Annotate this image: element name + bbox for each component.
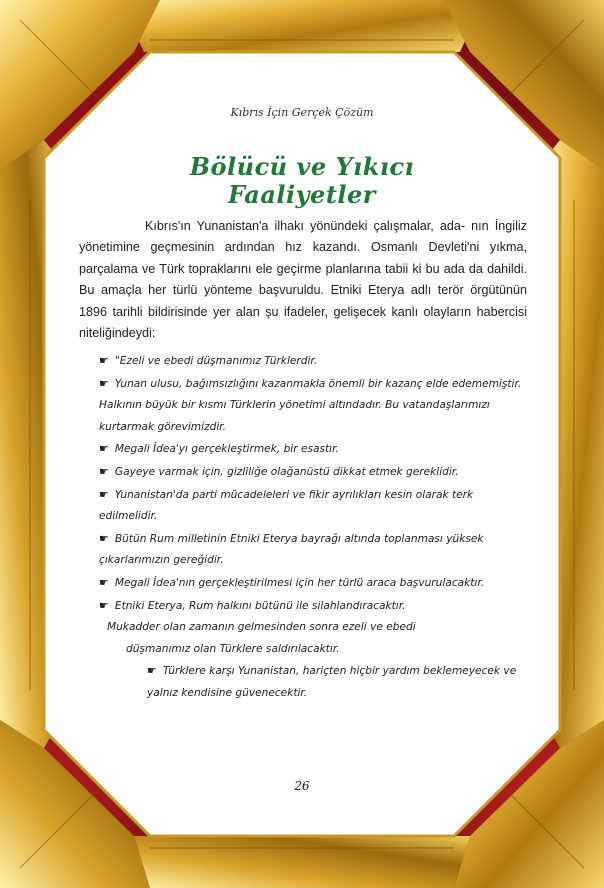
quote-item-last: ☛ Türklere karşı Yunanistan, hariçten hiçbir yardım beklemeyecek ve yalnız kendisine güvenecektir.: [147, 664, 517, 699]
quote-plain-line2: düşmanımız olan Türklere saldırılacaktır.: [126, 642, 340, 655]
pointing-hand-icon: ☛: [99, 376, 109, 390]
quote-item: ☛ Yunanistan'da parti mücadeleleri ve fikir ayrılıkları kesin olarak terk edilmelidir.: [99, 487, 474, 523]
chapter-title-line1: Bölücü ve Yıkıcı: [189, 152, 415, 181]
pointing-hand-icon: ☛: [99, 487, 109, 501]
declaration-quotes: [79, 350, 527, 705]
quote-item: ☛ Megali İdea'nın gerçekleştirilmesi için her türlü araca başvurulacaktır.: [99, 575, 485, 589]
pointing-hand-icon: ☛: [99, 575, 109, 589]
quote-item: ☛ Megali İdea'yı gerçekleştirmek, bir esastır.: [99, 442, 339, 456]
pointing-hand-icon: ☛: [99, 442, 109, 456]
quote-item: ☛ Bütün Rum milletinin Etniki Eterya bayrağı altında toplanması yüksek çıkarlarımızın gereğidir.: [99, 531, 484, 567]
chapter-title-line2: Faaliyetler: [228, 180, 376, 209]
page-number: 26: [294, 779, 310, 793]
quote-item: ☛ Etniki Eterya, Rum halkını bütünü ile silahlandıracaktır.: [99, 598, 406, 612]
pointing-hand-icon: ☛: [99, 598, 109, 612]
quote-item: ☛ Yunan ulusu, bağımsızlığını kazanmakla önemli bir kazanç elde edememiştir. Halkının büyük bir kısmı Türklerin yönetimi altındadır. Bu vatandaşlarımızı kurtarmak görevimizdir.: [99, 376, 522, 433]
pointing-hand-icon: ☛: [99, 354, 109, 367]
body-paragraph: [79, 216, 527, 344]
quote-item: ☛ Gayeye varmak için, gizliliğe olağanüstü dikkat etmek gereklidir.: [99, 464, 459, 478]
running-head: Kıbrıs İçin Gerçek Çözüm: [230, 106, 374, 119]
pointing-hand-icon: ☛: [147, 664, 157, 678]
body-paragraph-rest: nın İngiliz yönetimine geçmesinin ardından hız kazandı. Osmanlı Devleti'ni yıkma, parçalama ve Türk topraklarını ele geçirme planlarına tabii ki bu ada da dahildi. Bu amaçla her türlü yönteme başvuruldu. Etniki Eterya adlı terör örgütünün 1896 tarihli bildirisinde yer alan şu ifadeler, gelişecek kanlı olayların habercisi niteliğindeydi:: [79, 219, 527, 341]
body-paragraph-first-line: Kıbrıs'ın Yunanistan'a ilhakı yönündeki çalışmalar, ada-: [145, 219, 466, 233]
pointing-hand-icon: ☛: [99, 464, 109, 478]
pointing-hand-icon: ☛: [99, 531, 109, 545]
quote-item: ☛ "Ezeli ve ebedi düşmanımız Türklerdir.: [99, 354, 318, 367]
quote-plain-line1: Mukadder olan zamanın gelmesinden sonra ezeli ve ebedi: [107, 621, 416, 634]
